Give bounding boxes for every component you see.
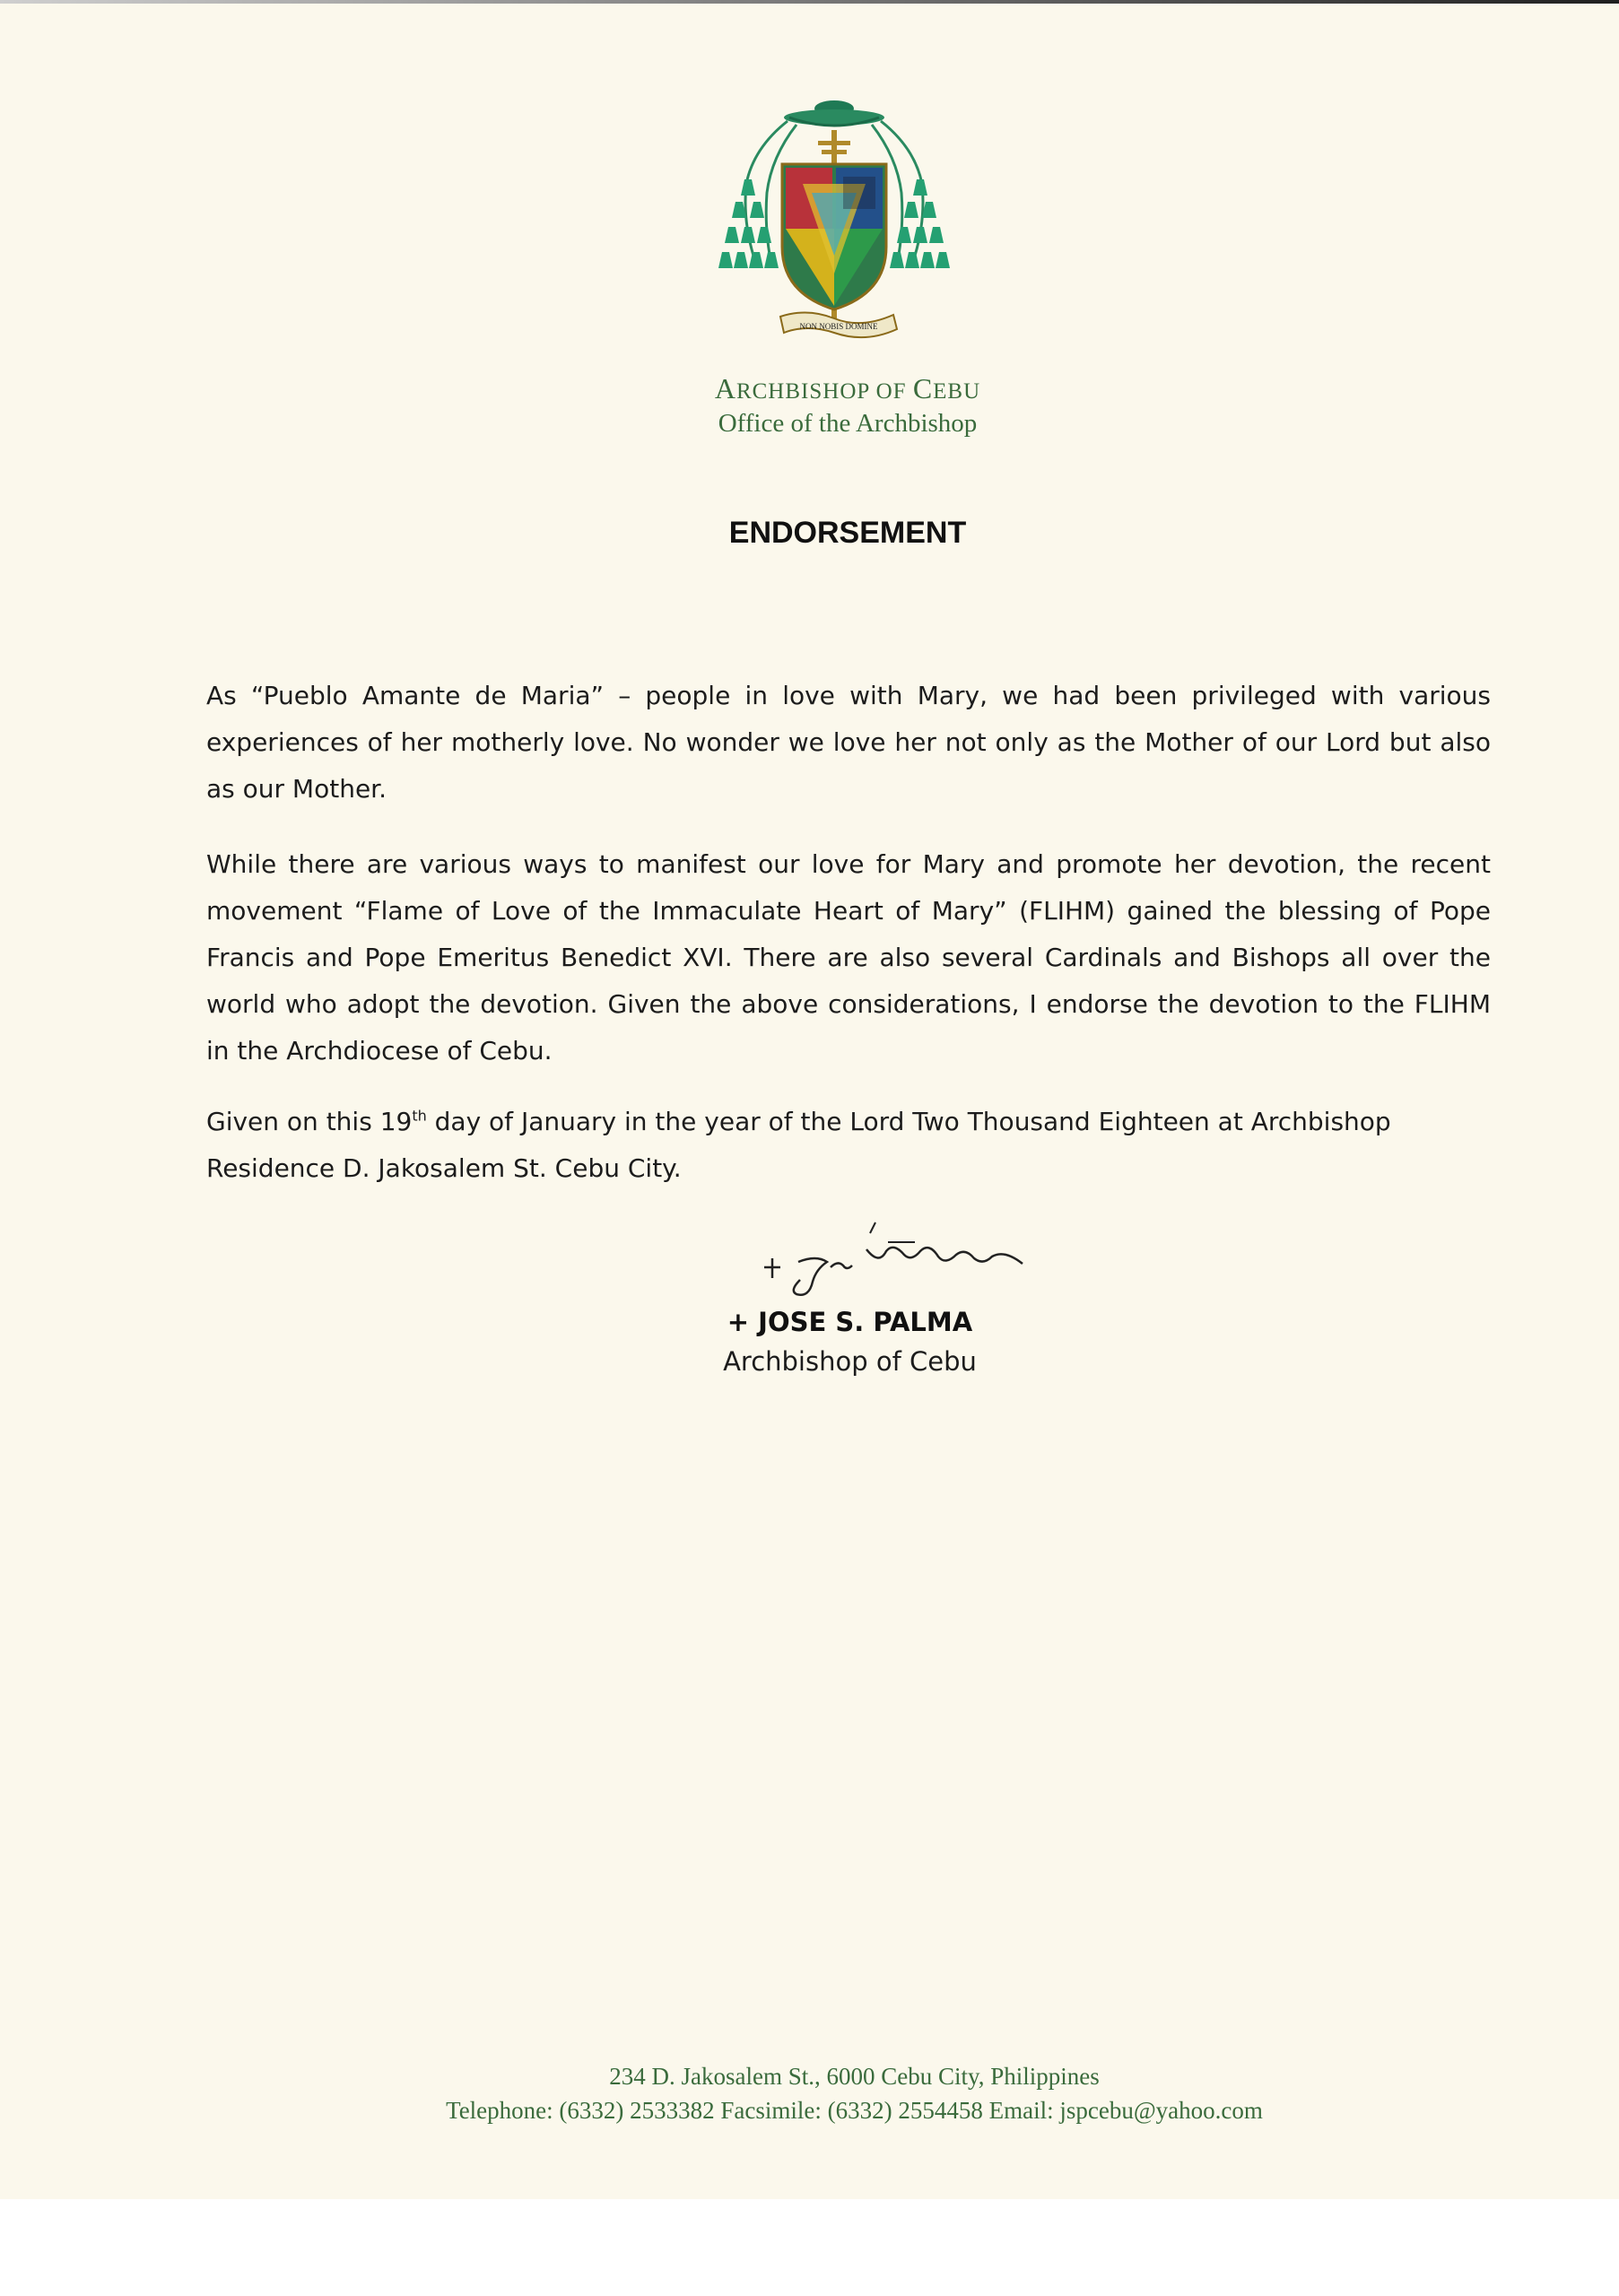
signer-name: + JOSE S. PALMA [727, 1307, 973, 1337]
footer-address: 234 D. Jakosalem St., 6000 Cebu City, Philippines [609, 2063, 1100, 2090]
office-subtitle: Office of the Archbishop [718, 409, 978, 438]
footer-contact [0, 2097, 1619, 2125]
footer-telephone: Telephone: (6332) 2533382 [446, 2097, 715, 2124]
handwritten-signature [753, 1215, 1049, 1305]
scan-top-edge [0, 0, 1619, 4]
svg-text:NON NOBIS DOMINE: NON NOBIS DOMINE [799, 322, 878, 331]
footer-email: Email: jspcebu@yahoo.com [988, 2097, 1263, 2124]
paragraph-3: Given on this 19th day of January in the year of the Lord Two Thousand Eighteen at Archbishop Residence D. Jakosalem St. Cebu City. [206, 1107, 1391, 1183]
paragraph-2: While there are various ways to manifest our love for Mary and promote her devotion, the recent movement “Flame of Love of the Immaculate Heart of Mary” (FLIHM) gained the blessing of Pope Francis and Pope Emeritus Benedict XVI. There are also several Cardinals and Bishops all over the world who adopt the devotion. Given the above considerations, I endorse the devotion to the FLIHM in the Archdiocese of Cebu. [206, 849, 1491, 1065]
document-title: ENDORSEMENT [728, 516, 967, 550]
paragraph-1: As “Pueblo Amante de Maria” – people in love with Mary, we had been privileged with various experiences of her motherly love. No wonder we love her not only as the Mother of our Lord but also as our Mother. [206, 681, 1491, 804]
signer-title: Archbishop of Cebu [723, 1346, 977, 1377]
coat-of-arms-icon [718, 94, 951, 363]
office-name: ARCHBISHOP OF CEBU [714, 372, 981, 404]
footer-facsimile: Facsimile: (6332) 2554458 [720, 2097, 983, 2124]
scan-bottom-margin [0, 2199, 1619, 2296]
